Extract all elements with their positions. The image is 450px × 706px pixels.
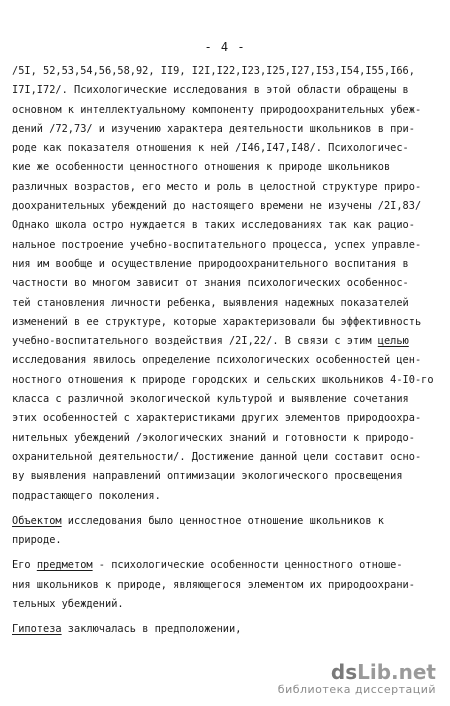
text-line: роде как показателя отношения к ней /I46,I47,I48/. Психологичес-	[12, 142, 409, 155]
text-line: тельных убеждений.	[12, 598, 124, 611]
text-line: ния им вообще и осуществление природоохранительного воспитания в	[12, 257, 409, 270]
text-line: ния школьников к природе, являющегося элементом их природоохрани-	[12, 578, 415, 591]
watermark-subtitle: библиотека диссертаций	[277, 683, 436, 696]
subject-paragraph	[12, 556, 440, 575]
text-line: доохранительных убеждений до настоящего времени не изучены /2I,83/	[12, 200, 422, 213]
watermark-logo	[278, 661, 436, 683]
object-term: Объектом	[12, 514, 62, 527]
text-line: этих особенностей с характеристиками других элементов природоохра-	[12, 412, 422, 425]
document-body	[12, 62, 440, 640]
page-number: - 4 -	[204, 40, 246, 54]
text-line: природе.	[12, 534, 62, 547]
text-line: изменений в ее структуре, которые характеризовали бы эффективность	[12, 315, 422, 328]
text-line: дений /72,73/ и изучению характера деятельности школьников в при-	[12, 122, 415, 135]
text-line: основном к интеллектуальному компоненту природоохранительных убеж-	[12, 103, 422, 116]
text-line: различных возрастов, его место и роль в целостной структуре приро-	[12, 180, 422, 193]
text-segment: исследования было ценностное отношение школьников к	[61, 514, 384, 527]
text-line: класса с различной экологической культурой и выявление сочетания	[12, 393, 409, 406]
text-line	[12, 332, 440, 351]
subject-term: предметом	[36, 559, 93, 572]
watermark-logo-ds: ds	[330, 660, 358, 684]
text-segment: Его	[12, 559, 37, 572]
text-line: нальное построение учебно-воспитательного процесса, успех управле-	[12, 238, 422, 251]
goal-term: целью	[377, 335, 409, 348]
text-line: I7I,I72/. Психологические исследования в этой области обращены в	[12, 84, 409, 97]
text-line: исследования явилось определение психологических особенностей цен-	[12, 354, 422, 367]
hypothesis-term: Гипотеза	[12, 623, 62, 636]
text-line: нительных убеждений /экологических знаний и готовности к природо-	[12, 431, 415, 444]
text-line: ностного отношения к природе городских и сельских школьников 4-I0-го	[12, 373, 434, 386]
watermark-logo-lib: Lib.net	[357, 660, 436, 684]
text-line: кие же особенности ценностного отношения к природе школьников	[12, 161, 391, 174]
text-line: /5I, 52,53,54,56,58,92, II9, I2I,I22,I23,I25,I27,I53,I54,I55,I66,	[12, 65, 415, 77]
text-line: охранительной деятельности/. Достижение данной цели составит осно-	[12, 450, 422, 463]
text-line: Однако школа остро нуждается в таких исследованиях так как рацио-	[12, 219, 415, 232]
text-segment: учебно-воспитательного воздействия /2I,22/. В связи с этим	[12, 335, 378, 348]
text-line: ву выявления направлений оптимизации экологического просвещения	[12, 470, 403, 483]
text-segment: - психологические особенности ценностного отноше-	[92, 559, 403, 572]
text-line: частности во многом зависит от знания психологических особеннос-	[12, 277, 409, 290]
object-paragraph	[12, 512, 440, 531]
watermark	[278, 661, 436, 696]
hypothesis-paragraph	[12, 620, 440, 639]
text-line: тей становления личности ребенка, выявления надежных показателей	[12, 296, 409, 309]
text-line: подрастающего поколения.	[12, 489, 161, 502]
text-segment: заключалась в предположении,	[61, 623, 242, 636]
